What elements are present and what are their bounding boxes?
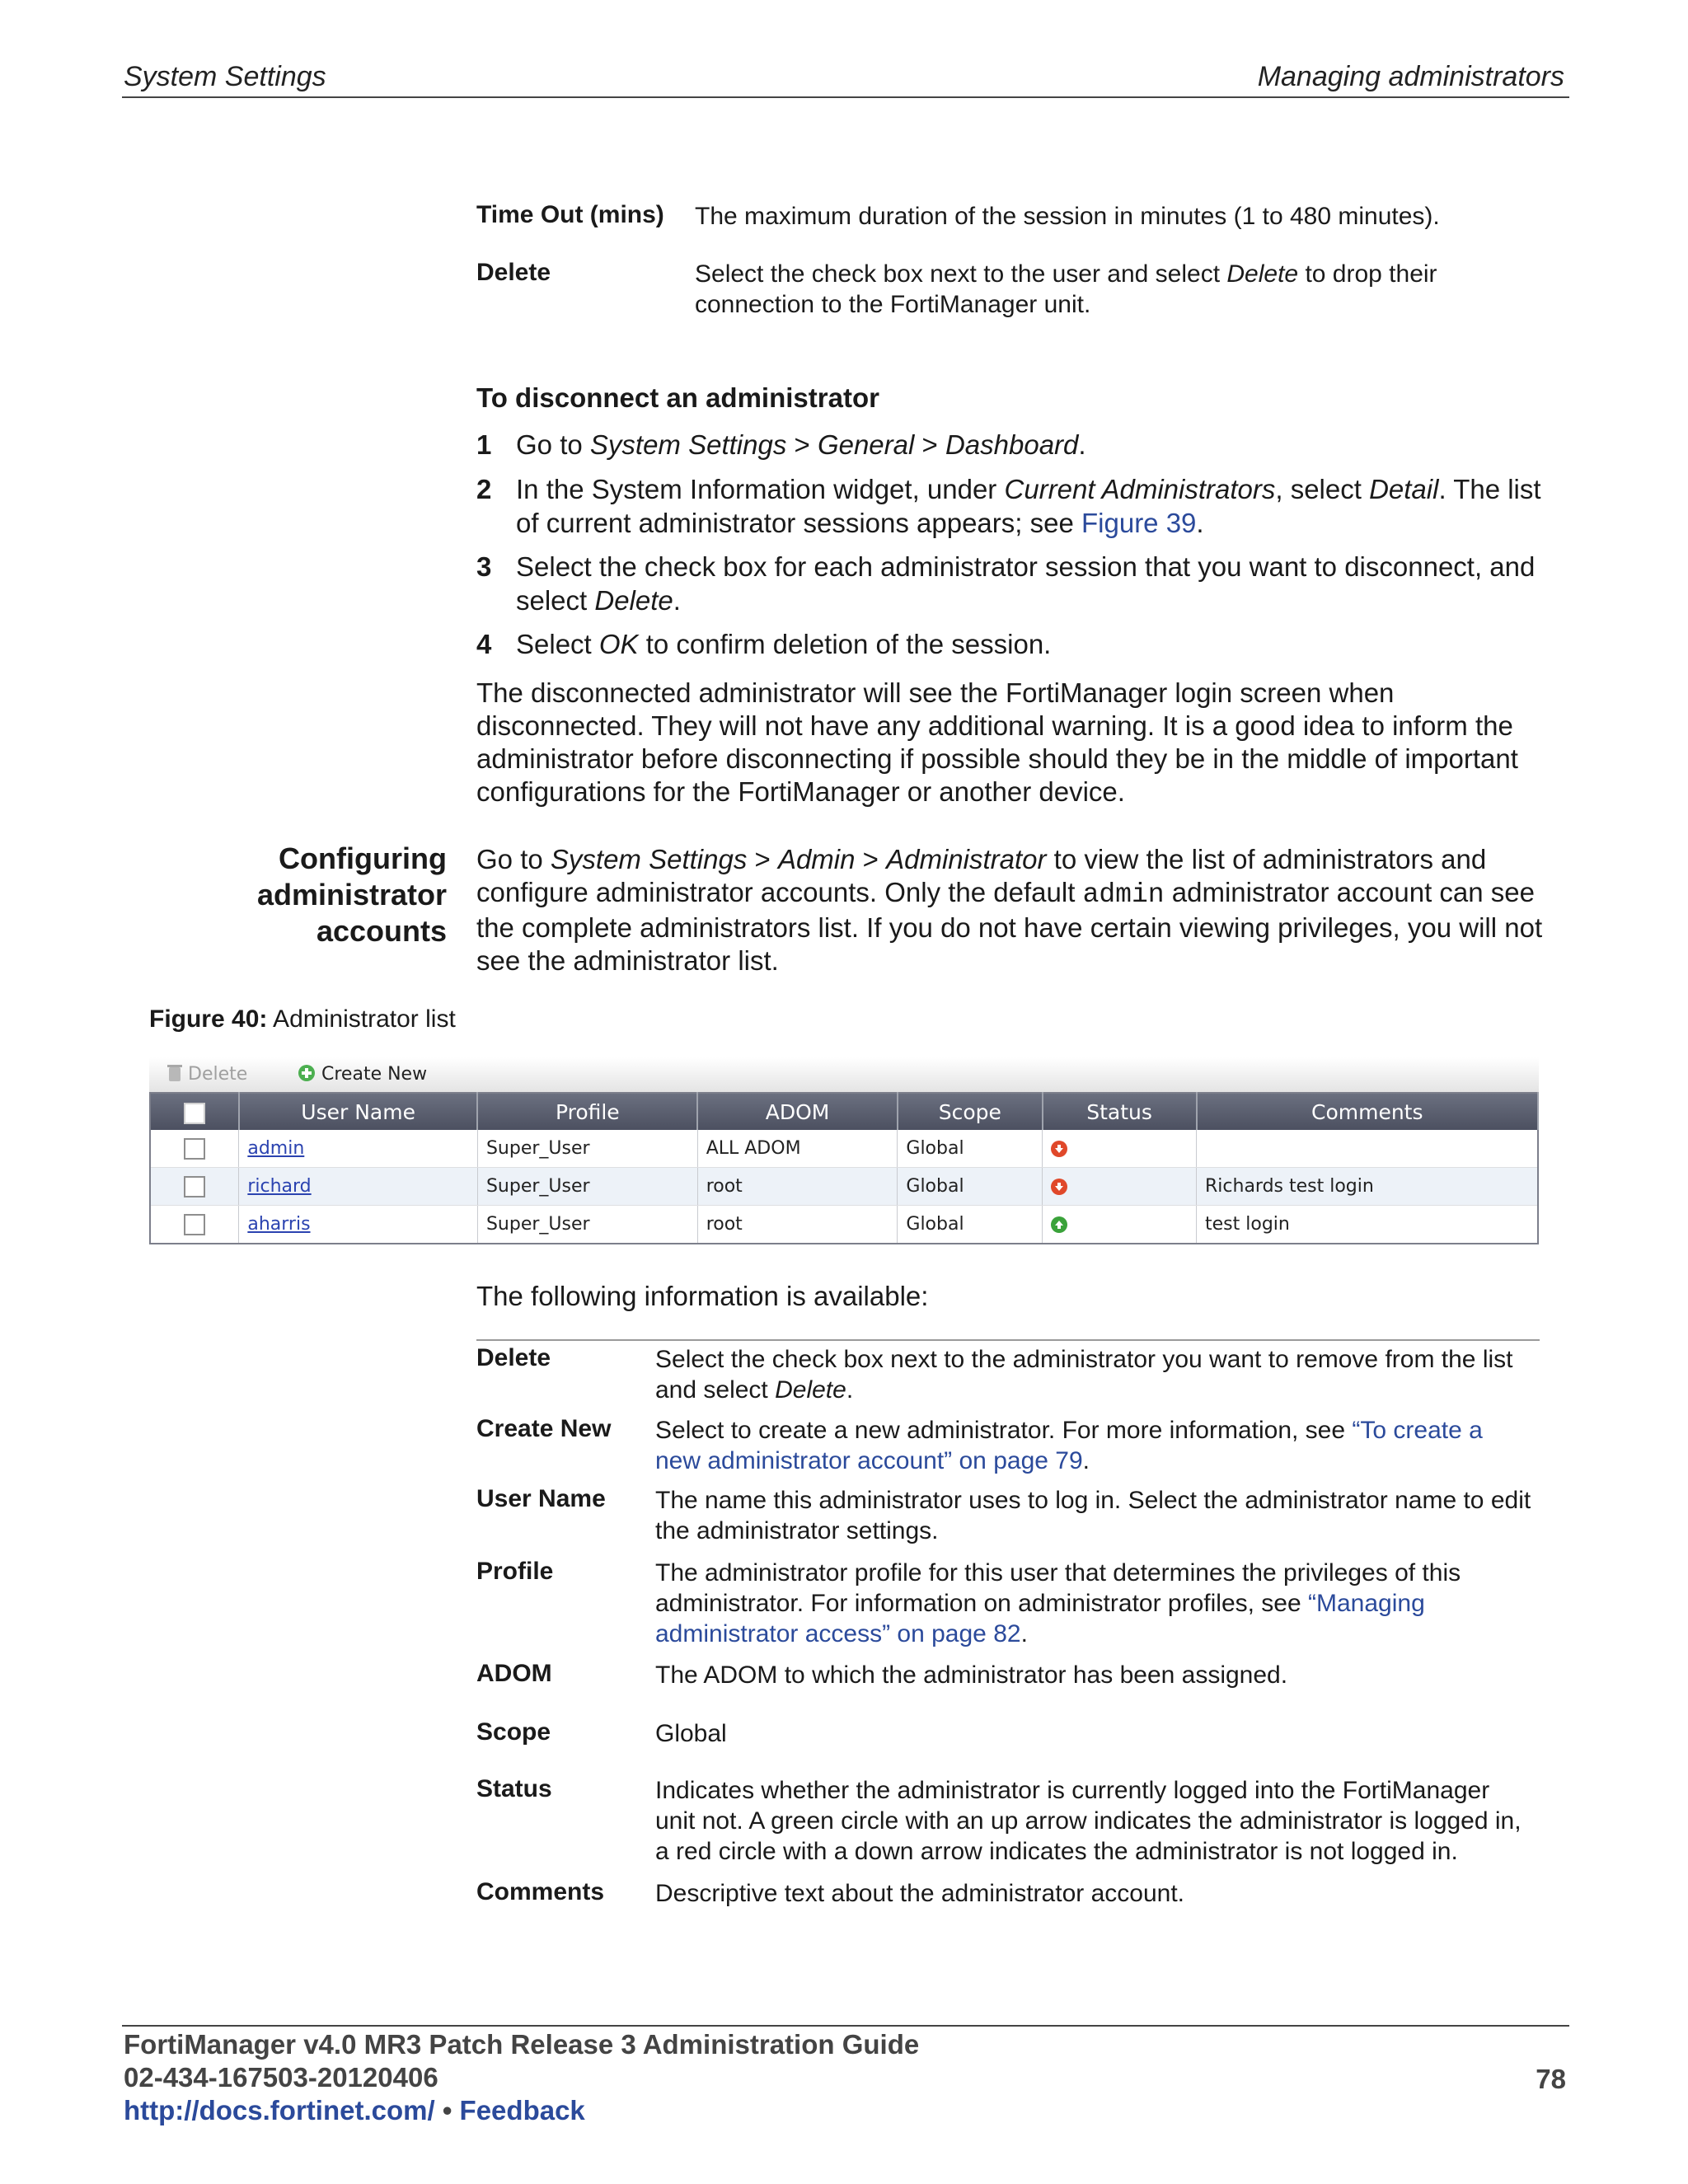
list-toolbar: [149, 1057, 1539, 1093]
term-profile: Profile: [476, 1558, 554, 1585]
delete-button[interactable]: Delete: [167, 1064, 247, 1085]
section-paragraph: Go to System Settings > Admin > Administrator to view the list of administrators and configure administrator accounts. Only the default admin administrator account can see the complete administrators list. If you do not have certain viewing privileges, you will not see the administrator list.: [476, 844, 1543, 976]
column-header[interactable]: Status: [1043, 1093, 1197, 1130]
footer-rule: [122, 2025, 1569, 2027]
column-header[interactable]: User Name: [239, 1093, 478, 1130]
row-checkbox[interactable]: [150, 1130, 239, 1168]
create-account-link[interactable]: “To create a: [1352, 1417, 1483, 1444]
desc-delete: Select the check box next to the administrator you want to remove from the list and select Delete.: [655, 1346, 1513, 1404]
section-heading: Configuring administrator accounts: [256, 841, 447, 948]
header-rule: [122, 96, 1569, 98]
step-text: Select the check box for each administrator session that you want to disconnect, and select Delete.: [516, 551, 1536, 616]
admin-access-link[interactable]: “Managing: [1308, 1590, 1425, 1617]
desc-comments: Descriptive text about the administrator account.: [655, 1880, 1184, 1907]
figure-caption: Figure 40: Administrator list: [149, 1005, 456, 1033]
footer-title: FortiManager v4.0 MR3 Patch Release 3 Administration Guide: [124, 2029, 920, 2060]
row-checkbox[interactable]: [150, 1206, 239, 1244]
scope-cell: Global: [898, 1130, 1043, 1168]
term-delete-session: Delete: [476, 259, 551, 286]
create-new-button[interactable]: Create New: [298, 1064, 427, 1085]
step-text: Go to System Settings > General > Dashboard.: [516, 429, 1086, 460]
table-row: [150, 1168, 1538, 1206]
table-row: [150, 1206, 1538, 1244]
term-comments: Comments: [476, 1878, 605, 1905]
adom-cell: root: [697, 1206, 898, 1244]
footer-doc-id: 02-434-167503-20120406: [124, 2062, 438, 2093]
step-number: 3: [476, 551, 492, 582]
desc-delete-session: Select the check box next to the user and select Delete to drop their connection to the FortiManager unit.: [695, 260, 1437, 318]
column-header[interactable]: ADOM: [697, 1093, 898, 1130]
term-create-new: Create New: [476, 1415, 612, 1442]
desc-time-out: The maximum duration of the session in minutes (1 to 480 minutes).: [695, 203, 1440, 230]
status-cell: [1043, 1168, 1197, 1206]
scope-cell: Global: [898, 1206, 1043, 1244]
footer-links: http://docs.fortinet.com/ • Feedback: [124, 2095, 585, 2125]
desc-status: Indicates whether the administrator is currently logged into the FortiManager unit not. A green circle with an up arrow indicates the administrator is logged in, a red circle with a down arrow indicates the administrator is not logged in.: [655, 1777, 1522, 1865]
table-row: [150, 1130, 1538, 1168]
status-cell: [1043, 1206, 1197, 1244]
user-name-link[interactable]: richard: [247, 1176, 312, 1197]
profile-cell: Super_User: [477, 1206, 697, 1244]
desc-adom: The ADOM to which the administrator has been assigned.: [655, 1661, 1288, 1689]
desc-user-name: The name this administrator uses to log in. Select the administrator name to edit the administrator settings.: [655, 1487, 1531, 1544]
figure-39-link[interactable]: Figure 39: [1081, 508, 1197, 538]
term-adom: ADOM: [476, 1660, 552, 1687]
profile-cell: Super_User: [477, 1130, 697, 1168]
step-text: In the System Information widget, under Current Administrators, select Detail. The list of current administrator sessions appears; see Figure 39.: [516, 474, 1541, 538]
info-table-rule: [476, 1339, 1540, 1341]
adom-cell: root: [697, 1168, 898, 1206]
status-cell: [1043, 1130, 1197, 1168]
logged-out-icon: [1051, 1179, 1067, 1195]
procedure-note: The disconnected administrator will see the FortiManager login screen when disconnected. They will not have any additional warning. It is a good idea to inform the administrator before disconnecting if possible should they be in the middle of important configurations for the FortiManager or another device.: [476, 677, 1518, 807]
admin-access-link-cont[interactable]: administrator access” on page 82: [655, 1620, 1021, 1647]
docs-url-link[interactable]: http://docs.fortinet.com/: [124, 2095, 435, 2125]
logged-out-icon: [1051, 1141, 1067, 1157]
info-intro: The following information is available:: [476, 1281, 929, 1311]
create-account-link-cont[interactable]: new administrator account” on page 79: [655, 1447, 1083, 1474]
running-header-right: Managing administrators: [1257, 61, 1564, 92]
term-delete: Delete: [476, 1344, 551, 1371]
user-name-link[interactable]: admin: [247, 1138, 305, 1159]
comments-cell: [1197, 1130, 1539, 1168]
plus-icon: [298, 1064, 316, 1082]
term-scope: Scope: [476, 1718, 551, 1746]
feedback-link[interactable]: Feedback: [459, 2095, 585, 2125]
column-header[interactable]: Comments: [1197, 1093, 1539, 1130]
desc-profile: The administrator profile for this user that determines the privileges of this administrator. For information on administrator profiles, see “Managing administrator access” on page 82.: [655, 1559, 1461, 1647]
procedure-title: To disconnect an administrator: [476, 382, 879, 413]
row-checkbox[interactable]: [150, 1168, 239, 1206]
table-header-row: [150, 1093, 1538, 1130]
logged-in-icon: [1051, 1216, 1067, 1233]
trash-icon: [167, 1064, 182, 1082]
column-header[interactable]: Profile: [477, 1093, 697, 1130]
term-time-out: Time Out (mins): [476, 201, 664, 228]
profile-cell: Super_User: [477, 1168, 697, 1206]
running-header-left: System Settings: [124, 61, 326, 92]
comments-cell: test login: [1197, 1206, 1539, 1244]
desc-create-new: Select to create a new administrator. For more information, see “To create a new administrator account” on page 79.: [655, 1417, 1483, 1474]
term-status: Status: [476, 1775, 552, 1802]
step-number: 4: [476, 629, 492, 659]
administrator-list-screenshot: [149, 1057, 1539, 1247]
column-header[interactable]: Scope: [898, 1093, 1043, 1130]
term-user-name: User Name: [476, 1485, 606, 1512]
user-name-link[interactable]: aharris: [247, 1214, 311, 1235]
comments-cell: Richards test login: [1197, 1168, 1539, 1206]
page-number: 78: [1536, 2064, 1566, 2094]
administrator-table: [149, 1092, 1539, 1244]
step-number: 2: [476, 474, 492, 504]
select-all-checkbox[interactable]: [150, 1093, 239, 1130]
scope-cell: Global: [898, 1168, 1043, 1206]
adom-cell: ALL ADOM: [697, 1130, 898, 1168]
step-number: 1: [476, 429, 492, 460]
desc-scope: Global: [655, 1720, 727, 1747]
step-text: Select OK to confirm deletion of the session.: [516, 629, 1052, 659]
